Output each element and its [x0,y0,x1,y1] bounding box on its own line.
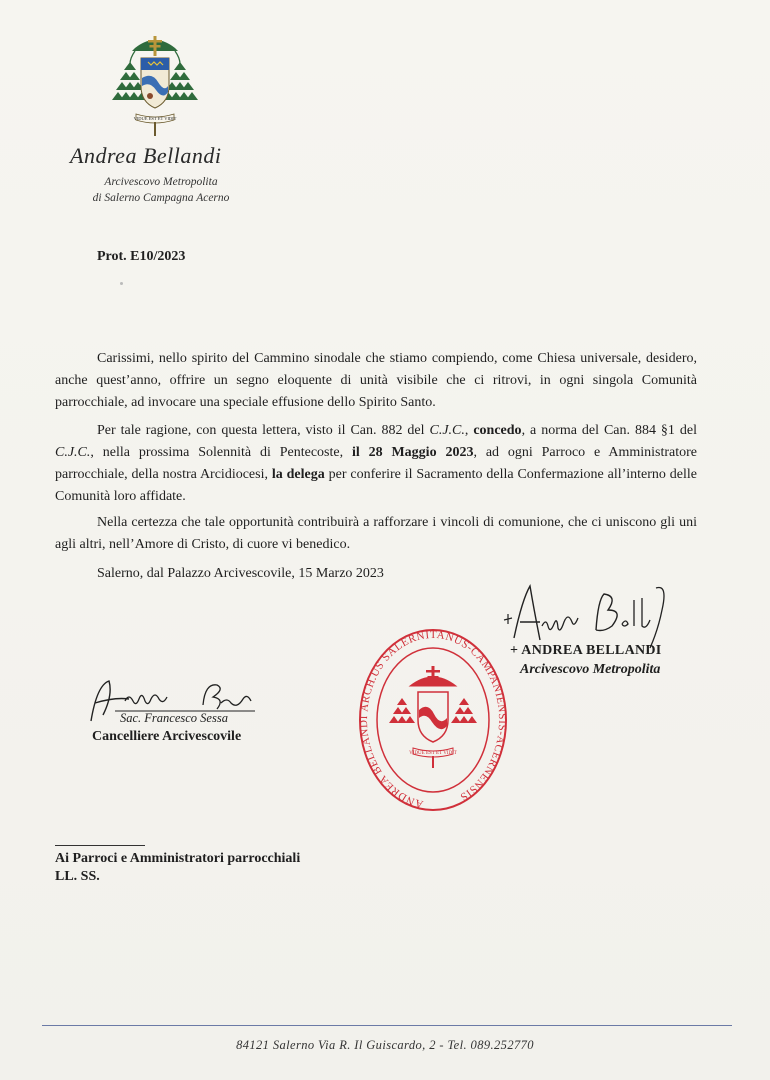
protocol-number: Prot. E10/2023 [97,249,186,264]
archbishop-signature-icon [500,580,680,650]
paragraph-2-text: , ad ogni Parroco e Amministratore parrocchiale, della nostra Arcidiocesi, [55,445,697,482]
delega-keyword: la delega [271,467,325,482]
chancellor-role: Cancelliere Arcivescovile [92,729,242,744]
paragraph-3: Nella certezza che tale opportunità contribuirà a rafforzare i vincoli di comunione, che ci uniscono gli uni agli altri, nell’Amore di Cristo, di cuore vi benedico. [55,515,697,552]
archdiocese-seal-icon [358,628,508,812]
paper-speck [120,282,123,285]
recipients-line-2: LL. SS. [55,869,100,884]
paragraph-2-text: per conferire il Sacramento della Confermazione all’interno delle Comunità loro affidate. [55,467,698,504]
cjc-abbrev: C.J.C. [429,423,465,438]
footer-divider [42,1025,732,1026]
recipient-divider [55,845,145,846]
letterhead-subtitle-line2: di Salerno Campagna Acerno [92,192,230,204]
chancellor-name: Sac. Francesco Sessa [120,711,228,725]
svg-text:VIDUE EST ET VIDIT: VIDUE EST ET VIDIT [409,751,457,756]
concedo-keyword: concedo [473,423,522,438]
dateline: Salerno, dal Palazzo Arcivescovile, 15 Marzo 2023 [97,566,384,581]
letterhead-subtitle-line1: Arcivescovo Metropolita [104,176,218,188]
cjc-abbrev: C.J.C. [55,445,91,460]
signatory-name: + ANDREA BELLANDI [510,643,662,658]
recipients-line-1: Ai Parroci e Amministratori parrocchiali [55,851,301,866]
svg-text:VIDUE EST ET VIDIT: VIDUE EST ET VIDIT [133,116,177,121]
paragraph-2 [55,420,697,508]
letterhead-subtitle [66,174,256,206]
paragraph-2-text: , [464,423,474,438]
signatory-role: Arcivescovo Metropolita [520,662,661,677]
svg-text:ANDREA BELLANDI ARCH.US SALERN: ANDREA BELLANDI ARCH.US SALERNITANUS-CAMPANIENSIS-ACERNENSIS [358,628,508,811]
paragraph-2-text: , a norma del Can. 884 §1 del [521,423,697,438]
footer-address: 84121 Salerno Via R. Il Guiscardo, 2 - Tel. 089.252770 [236,1038,534,1052]
coat-of-arms-icon [108,34,202,138]
paragraph-2-text: , nella prossima Solennità di Pentecoste, [90,445,352,460]
pentecost-date: il 28 Maggio 2023 [351,445,474,460]
paragraph-1: Carissimi, nello spirito del Cammino sinodale che stiamo compiendo, come Chiesa universale, desidero, anche quest’anno, offrire un segno eloquente di unità visibile che ci ritrovi, in ogni singola Comunità parrocchiale, ad invocare una speciale effusione dello Spirito Santo. [55,351,697,410]
paragraph-2-text: Per tale ragione, con questa lettera, visto il Can. 882 del [97,423,430,438]
letterhead-name: Andrea Bellandi [70,143,222,168]
